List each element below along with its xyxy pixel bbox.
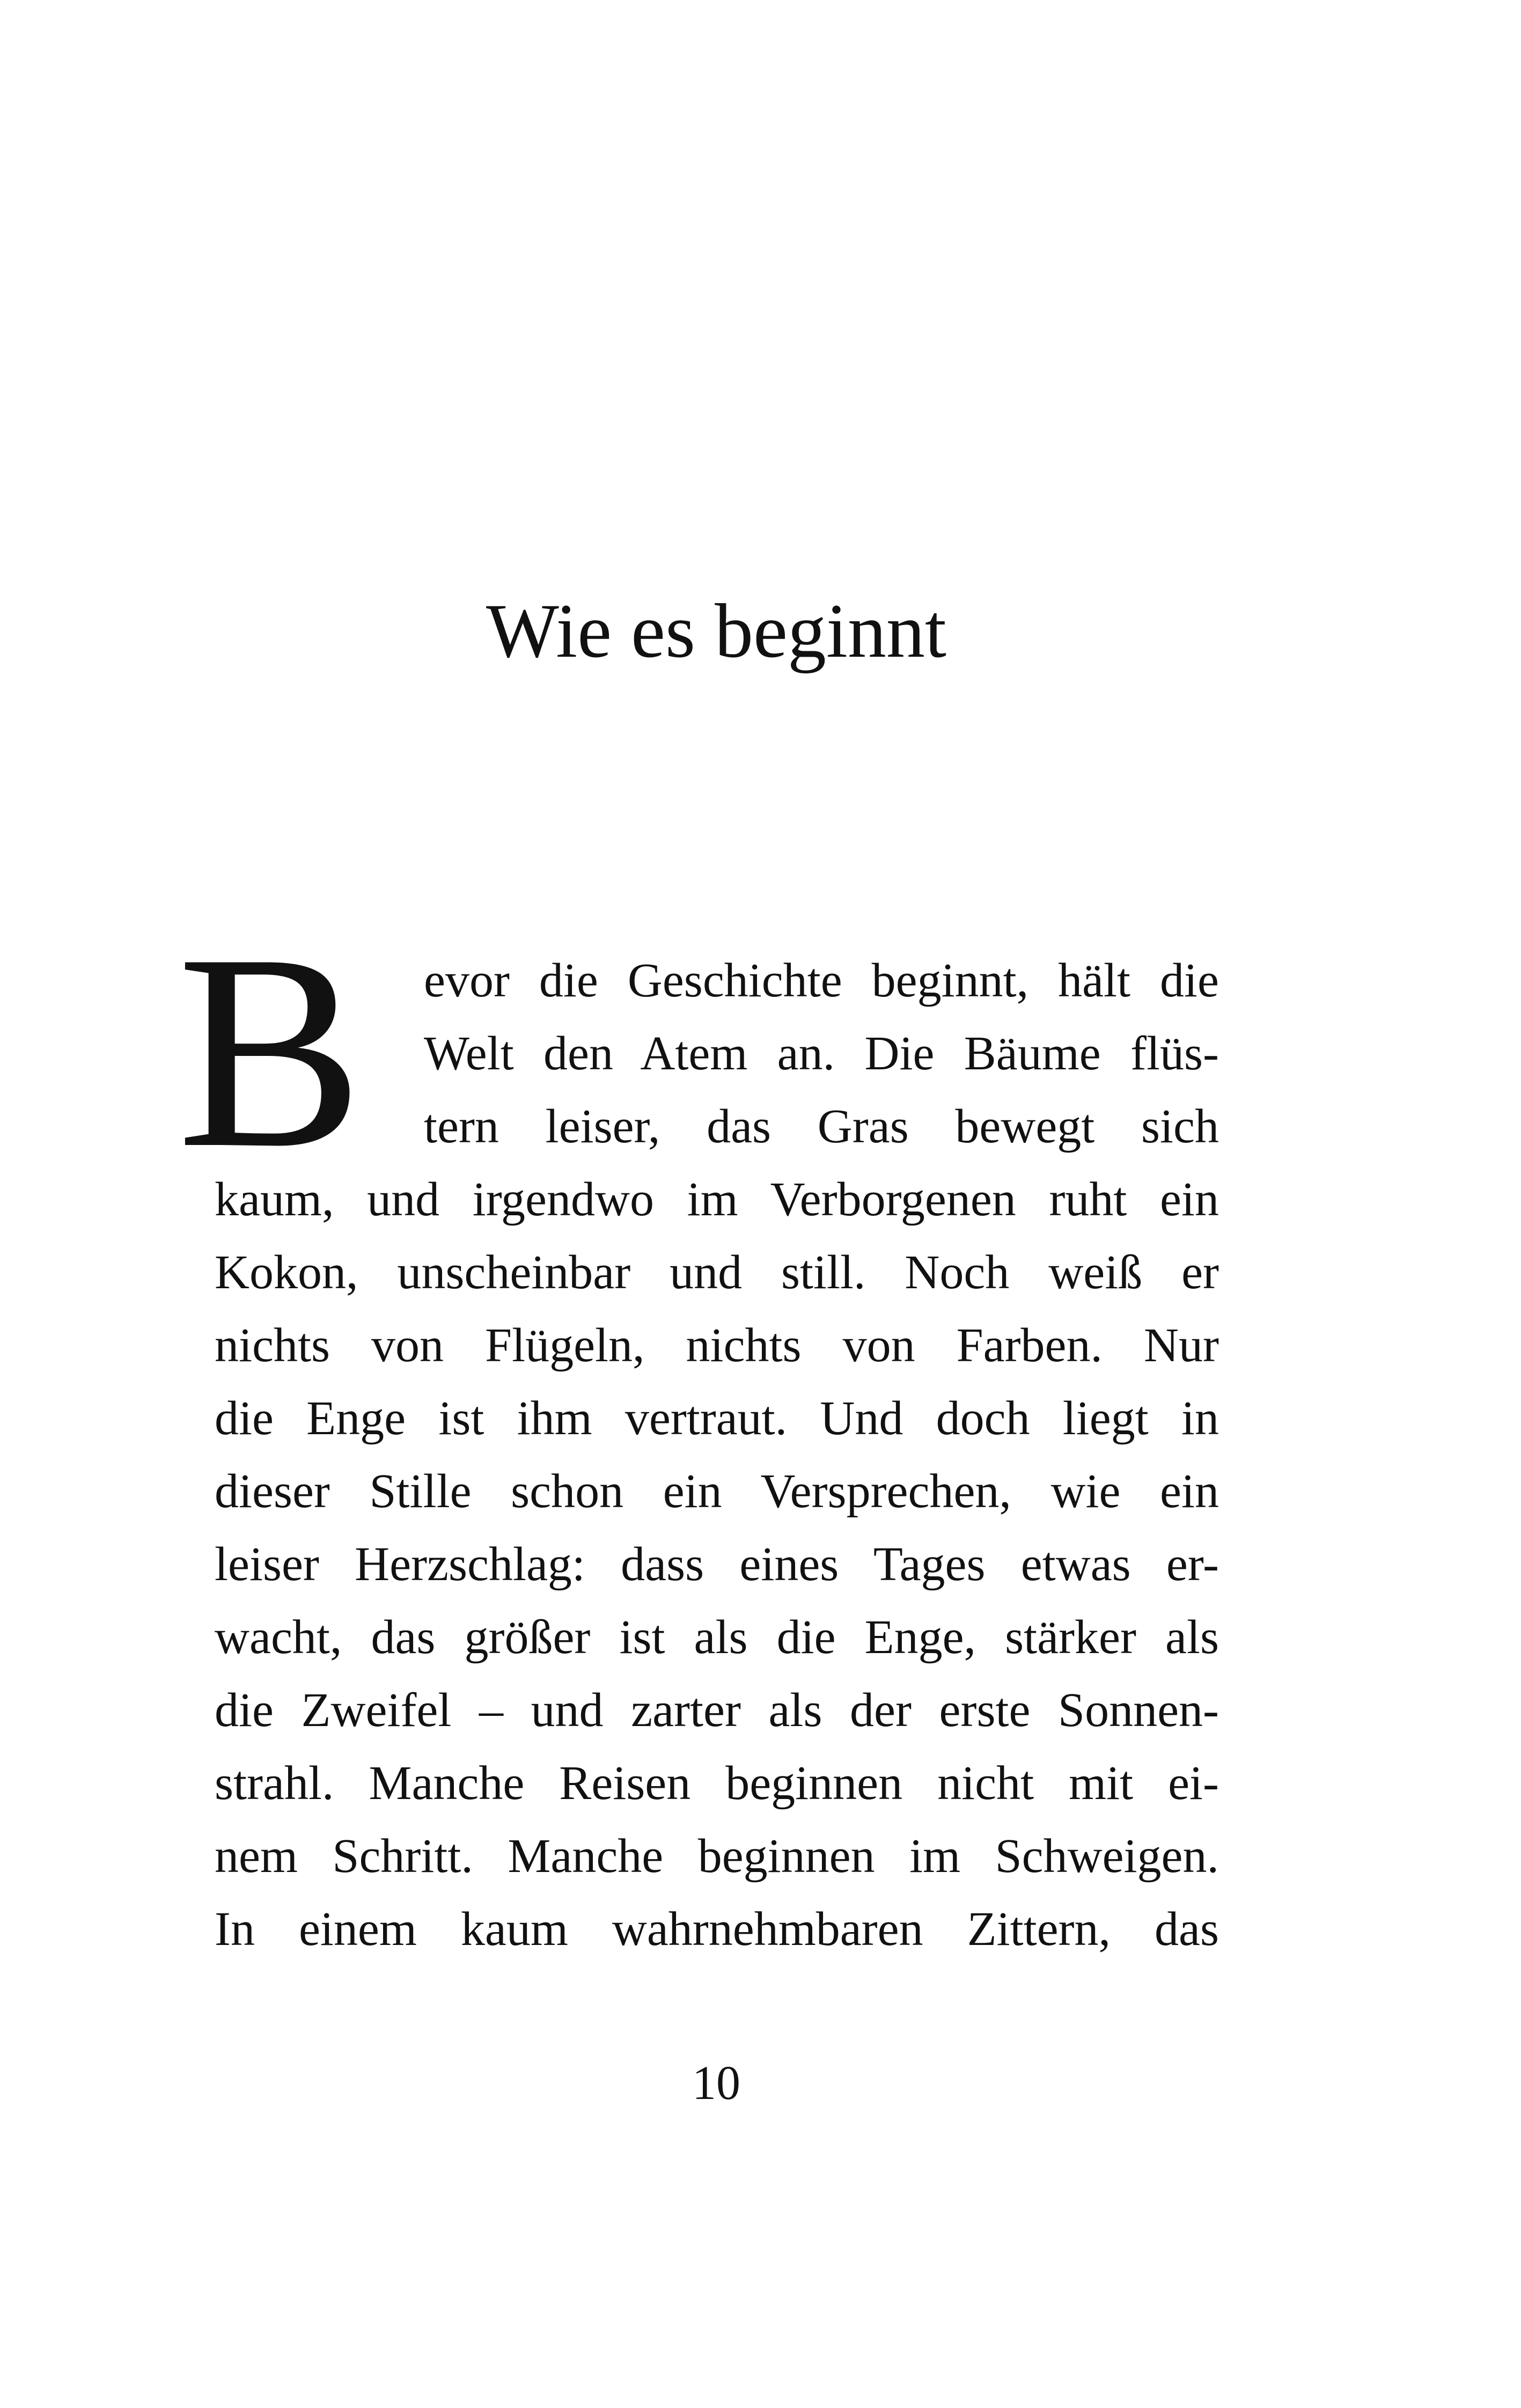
text-line: leiser Herzschlag: dass eines Tages etwas er- [215,1538,1219,1591]
text-line: In einem kaum wahrnehmbaren Zittern, das [215,1903,1219,1956]
chapter-title: Wie es beginnt [486,589,946,674]
drop-cap-initial: B [177,897,363,1206]
text-line: strahl. Manche Reisen beginnen nicht mit ei- [215,1757,1219,1810]
body-text [177,897,1219,1966]
text-line: die Zweifel – und zarter als der erste Sonnen- [215,1684,1219,1737]
page-number: 10 [692,2057,740,2110]
text-line: wacht, das größer ist als die Enge, stärker als [215,1611,1219,1664]
text-line: tern leiser, das Gras bewegt sich [424,1100,1219,1153]
text-line: evor die Geschichte beginnt, hält die [424,954,1219,1007]
text-line: Kokon, unscheinbar und still. Noch weiß er [215,1246,1219,1299]
text-line: nem Schritt. Manche beginnen im Schweigen. [215,1830,1219,1883]
text-line: kaum, und irgendwo im Verborgenen ruht ein [215,1173,1219,1226]
text-line: dieser Stille schon ein Versprechen, wie ein [215,1465,1219,1518]
text-line: nichts von Flügeln, nichts von Farben. Nur [215,1319,1219,1372]
text-line: Welt den Atem an. Die Bäume flüs- [424,1027,1219,1080]
text-line: die Enge ist ihm vertraut. Und doch liegt in [215,1392,1219,1445]
